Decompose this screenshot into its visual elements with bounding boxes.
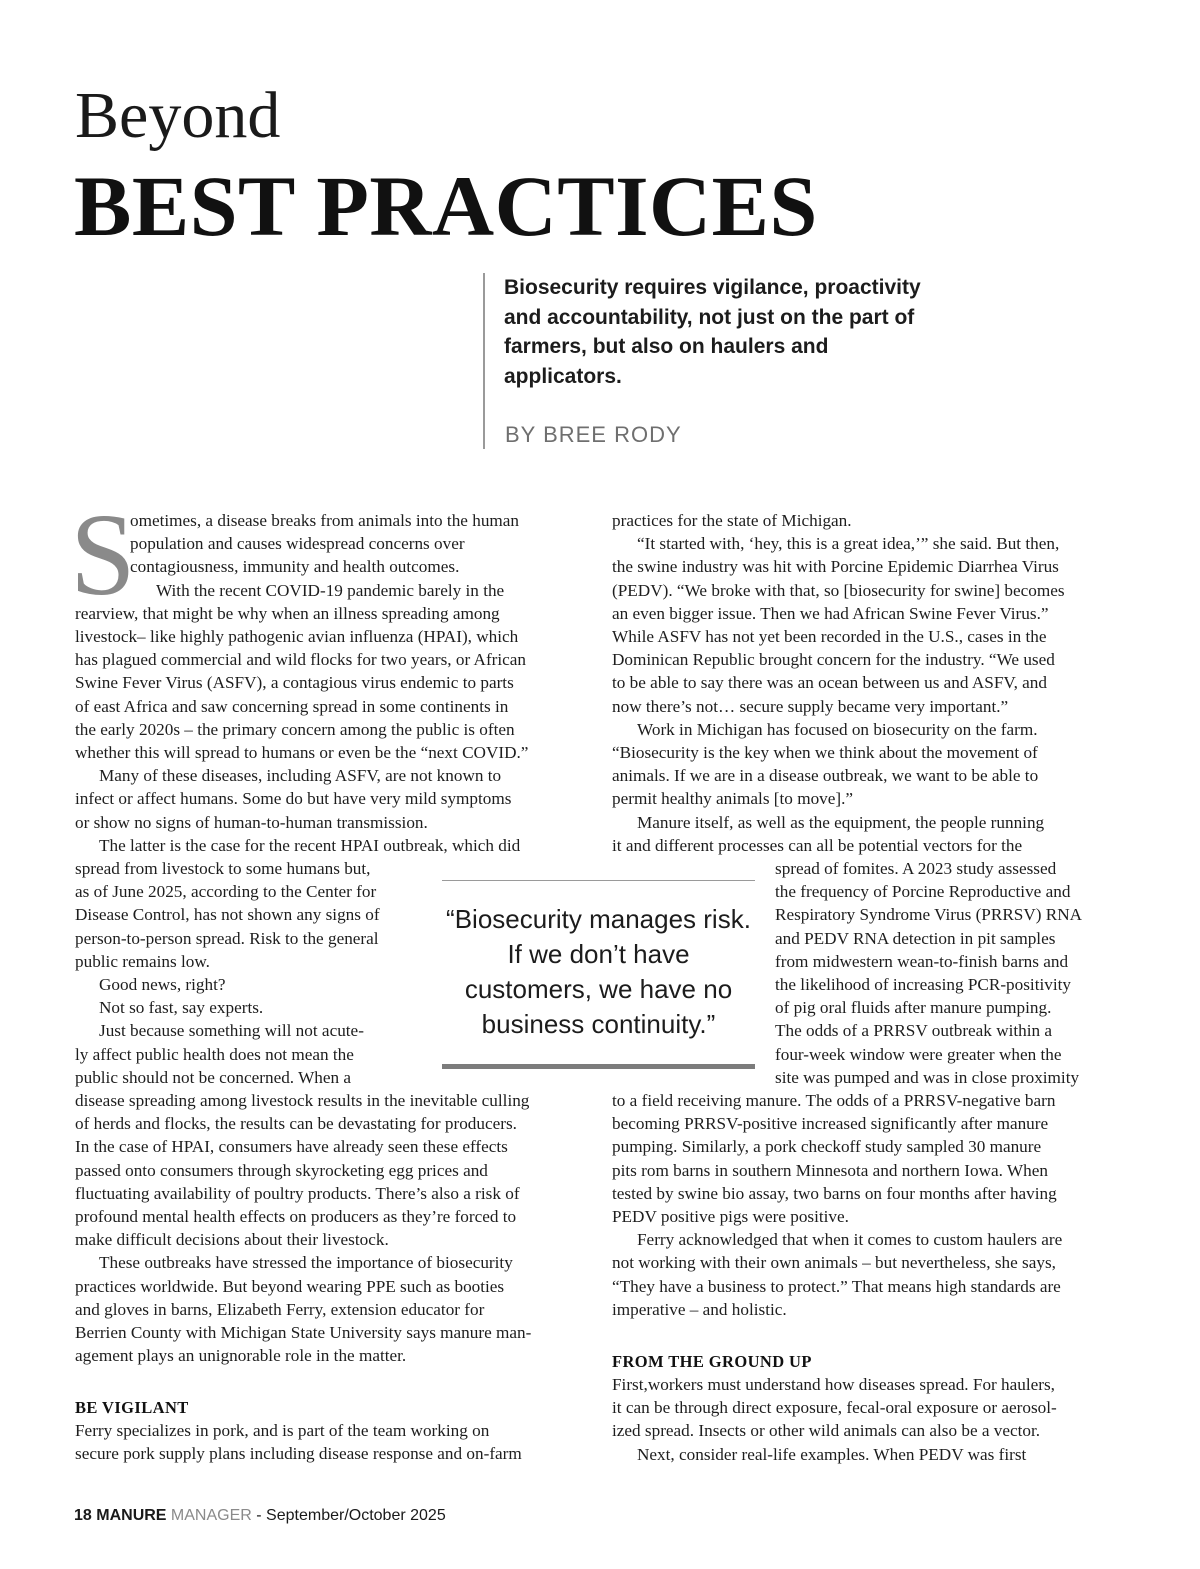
magazine-name-bold: MANURE: [96, 1507, 167, 1524]
text-line: permit healthy animals [to move].”: [612, 789, 854, 809]
text-line: site was pumped and was in close proximity: [775, 1067, 1080, 1087]
text-line: of pig oral fluids after manure pumping.: [775, 998, 1052, 1018]
text-line: Berrien County with Michigan State University says manure man-: [75, 1323, 532, 1342]
text-line: passed onto consumers through skyrocketing egg prices and: [75, 1160, 488, 1180]
text-line: Manure itself, as well as the equipment, the people running: [637, 812, 1045, 832]
text-line: of east Africa and saw concerning spread in some continents in: [75, 696, 509, 716]
text-line: pits rom barns in southern Minnesota and northern Iowa. When: [612, 1160, 1048, 1180]
text-line: the early 2020s – the primary concern among the public is often: [75, 719, 515, 739]
text-line: person-to-person spread. Risk to the general: [75, 928, 379, 948]
issue-date: - September/October 2025: [256, 1507, 446, 1524]
text-line: PEDV positive pigs were positive.: [612, 1207, 849, 1226]
text-line: livestock– like highly pathogenic avian influenza (HPAI), which: [75, 627, 519, 646]
text-line: secure pork supply plans including disease response and on-farm: [75, 1444, 522, 1464]
text-line: public remains low.: [75, 951, 210, 971]
title-line-1: Beyond: [75, 79, 281, 152]
text-line: tested by swine bio assay, two barns on four months after having: [612, 1183, 1057, 1203]
drop-cap: S: [70, 489, 136, 620]
text-line: The latter is the case for the recent HPAI outbreak, which did: [99, 835, 521, 855]
text-line: Not so fast, say experts.: [99, 998, 264, 1018]
section-heading-from-the-ground-up: FROM THE GROUND UP: [612, 1352, 812, 1371]
text-line: ly affect public health does not mean the: [75, 1044, 354, 1064]
text-line: to a field receiving manure. The odds of a PRRSV-negative barn: [612, 1091, 1056, 1110]
text-line: Ferry acknowledged that when it comes to custom haulers are: [637, 1230, 1063, 1250]
text-line: whether this will spread to humans or even be the “next COVID.”: [75, 743, 529, 762]
text-line: ometimes, a disease breaks from animals into the human: [130, 511, 520, 530]
page-number: 18: [74, 1507, 92, 1524]
pullquote: “Biosecurity manages risk. If we don’t have customers, we have no business continuity.”: [446, 904, 751, 1039]
text-line: practices worldwide. But beyond wearing PPE such as booties: [75, 1276, 505, 1296]
text-line: agement plays an unignorable role in the matter.: [75, 1346, 407, 1366]
text-line: animals. If we are in a disease outbreak, we want to be able to: [612, 766, 1039, 786]
text-line: profound mental health effects on producers as they’re forced to: [75, 1207, 517, 1226]
text-line: it can be through direct exposure, fecal-oral exposure or aerosol-: [612, 1398, 1057, 1418]
text-line: practices for the state of Michigan.: [612, 511, 852, 530]
text-line: the frequency of Porcine Reproductive and: [775, 882, 1071, 902]
pullquote-bottom-rule: [442, 1064, 755, 1069]
text-line: population and causes widespread concerns over: [130, 534, 465, 554]
text-line: infect or affect humans. Some do but have very mild symptoms: [75, 789, 512, 809]
text-line: rearview, that might be why when an illness spreading among: [75, 603, 500, 623]
text-line: Work in Michigan has focused on biosecurity on the farm.: [637, 719, 1038, 739]
text-line: to be able to say there was an ocean between us and ASFV, and: [612, 673, 1047, 693]
text-line: it and different processes can all be potential vectors for the: [612, 835, 1023, 855]
text-line: contagiousness, immunity and health outcomes.: [130, 557, 460, 577]
section-heading-be-vigilant: BE VIGILANT: [75, 1398, 189, 1417]
text-line: four-week window were greater when the: [775, 1044, 1062, 1064]
pullquote-top-rule: [442, 880, 755, 881]
text-line: of herds and flocks, the results can be devastating for producers.: [75, 1114, 517, 1134]
text-line: the swine industry was hit with Porcine Epidemic Diarrhea Virus: [612, 557, 1059, 577]
text-line: “Biosecurity is the key when we think about the movement of: [612, 743, 1038, 762]
text-line: imperative – and holistic.: [612, 1299, 787, 1319]
text-line: Next, consider real-life examples. When PEDV was first: [637, 1444, 1027, 1464]
text-line: These outbreaks have stressed the importance of biosecurity: [99, 1253, 513, 1273]
text-line: as of June 2025, according to the Center for: [75, 882, 377, 902]
text-line: “They have a business to protect.” That means high standards are: [612, 1276, 1061, 1296]
text-line: Just because something will not acute-: [99, 1021, 364, 1041]
text-line: or show no signs of human-to-human transmission.: [75, 812, 428, 832]
text-line: and gloves in barns, Elizabeth Ferry, extension educator for: [75, 1299, 485, 1319]
text-line: With the recent COVID-19 pandemic barely in the: [156, 580, 505, 600]
text-line: Dominican Republic brought concern for the industry. “We used: [612, 650, 1055, 670]
title-line-2: BEST PRACTICES: [74, 158, 818, 254]
magazine-name-light: MANAGER: [170, 1507, 252, 1524]
byline: BY BREE RODY: [505, 422, 682, 447]
text-line: The odds of a PRRSV outbreak within a: [775, 1021, 1053, 1041]
text-line: Many of these diseases, including ASFV, are not known to: [99, 766, 502, 786]
text-line: from midwestern wean-to-finish barns and: [775, 951, 1069, 971]
text-line: Disease Control, has not shown any signs of: [75, 905, 380, 925]
text-line: and PEDV RNA detection in pit samples: [775, 928, 1056, 948]
text-line: has plagued commercial and wild flocks for two years, or African: [75, 650, 527, 670]
text-line: disease spreading among livestock results in the inevitable culling: [75, 1091, 530, 1110]
text-line: In the case of HPAI, consumers have already seen these effects: [75, 1137, 508, 1157]
article-deck: Biosecurity requires vigilance, proactivity and accountability, not just on the part of farmers, but also on haulers and applicators.: [504, 276, 921, 388]
text-line: Swine Fever Virus (ASFV), a contagious virus endemic to parts: [75, 673, 514, 693]
text-line: make difficult decisions about their livestock.: [75, 1230, 389, 1250]
text-line: pumping. Similarly, a pork checkoff study sampled 30 manure: [612, 1137, 1042, 1157]
deck-divider: [483, 273, 485, 449]
text-line: public should not be concerned. When a: [75, 1067, 352, 1087]
text-line: “It started with, ‘hey, this is a great idea,’” she said. But then,: [637, 534, 1060, 554]
text-line: spread from livestock to some humans but,: [75, 859, 371, 878]
text-line: Ferry specializes in pork, and is part of the team working on: [75, 1421, 490, 1440]
text-line: spread of fomites. A 2023 study assessed: [775, 859, 1057, 878]
text-line: Respiratory Syndrome Virus (PRRSV) RNA: [775, 905, 1083, 925]
text-line: now there’s not… secure supply became very important.”: [612, 696, 1009, 716]
text-line: not working with their own animals – but nevertheless, she says,: [612, 1253, 1056, 1273]
text-line: an even bigger issue. Then we had African Swine Fever Virus.”: [612, 603, 1049, 623]
text-line: (PEDV). “We broke with that, so [biosecurity for swine] becomes: [612, 580, 1065, 600]
text-line: ized spread. Insects or other wild animals can also be a vector.: [612, 1421, 1041, 1441]
text-line: fluctuating availability of poultry products. There’s also a risk of: [75, 1183, 520, 1203]
text-line: First,workers must understand how diseases spread. For haulers,: [612, 1375, 1055, 1394]
page-footer: [74, 1505, 446, 1527]
text-line: While ASFV has not yet been recorded in the U.S., cases in the: [612, 627, 1047, 646]
text-line: Good news, right?: [99, 975, 226, 994]
text-line: the likelihood of increasing PCR-positivity: [775, 975, 1071, 994]
text-line: becoming PRRSV-positive increased significantly after manure: [612, 1114, 1049, 1134]
